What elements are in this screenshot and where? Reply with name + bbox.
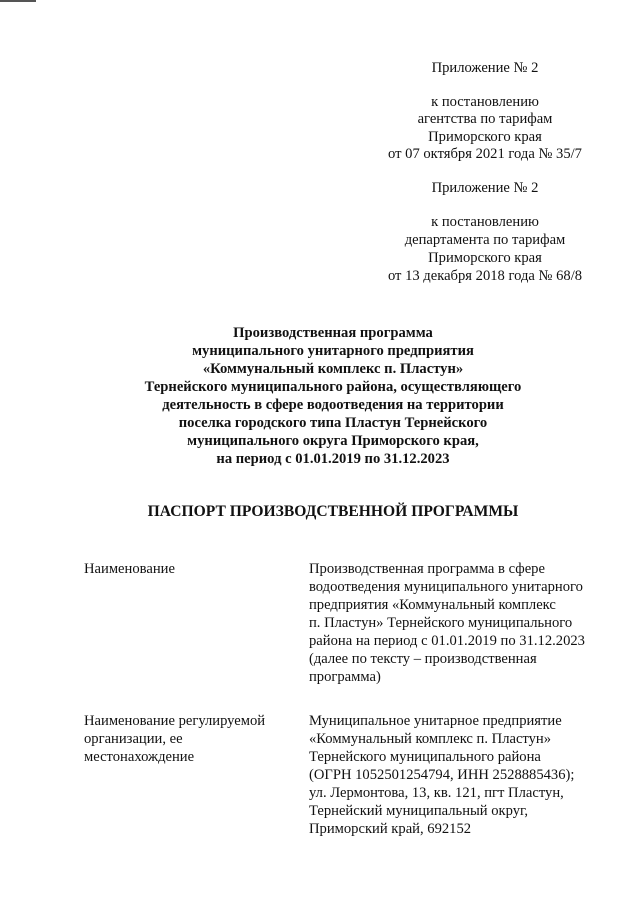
passport-value-line: Производственная программа в сфере xyxy=(309,561,545,577)
top-edge-mark xyxy=(0,0,36,2)
appendix-previous-line: от 13 декабря 2018 года № 68/8 xyxy=(387,268,583,284)
program-title-line: деятельность в сфере водоотведения на территории xyxy=(162,397,504,413)
passport-label: Наименование xyxy=(84,561,175,577)
appendix-current-line: от 07 октября 2021 года № 35/7 xyxy=(388,146,582,162)
program-title-line: на период с 01.01.2019 по 31.12.2023 xyxy=(216,451,450,467)
appendix-previous-line: к постановлению xyxy=(431,214,539,230)
passport-value-line: Приморский край, 692152 xyxy=(309,821,472,837)
program-title-line: Производственная программа xyxy=(233,325,433,341)
passport-value-line: ул. Лермонтова, 13, кв. 121, пгт Пластун, xyxy=(309,785,564,801)
passport-value-line: водоотведения муниципального унитарного xyxy=(309,579,583,595)
passport-value-line: (ОГРН 1052501254794, ИНН 2528885436); xyxy=(309,767,575,783)
passport-label: Наименование регулируемой xyxy=(84,713,266,729)
passport-value-line: предприятия «Коммунальный комплекс xyxy=(309,597,556,613)
appendix-previous-title: Приложение № 2 xyxy=(431,180,539,196)
appendix-current-line: к постановлению xyxy=(431,94,539,110)
passport-value-line: Тернейский муниципальный округ, xyxy=(309,803,529,819)
appendix-previous-line: Приморского края xyxy=(428,250,542,266)
program-title-line: «Коммунальный комплекс п. Пластун» xyxy=(202,361,464,377)
appendix-current-line: агентства по тарифам xyxy=(417,111,553,127)
passport-value-line: Муниципальное унитарное предприятие xyxy=(309,713,562,729)
passport-value-line: Тернейского муниципального района xyxy=(309,749,541,765)
passport-value-line: п. Пластун» Тернейского муниципального xyxy=(309,615,573,631)
passport-value-line: (далее по тексту – производственная xyxy=(309,651,537,667)
program-title-line: муниципального округа Приморского края, xyxy=(187,433,479,449)
passport-label: организации, ее xyxy=(84,731,183,747)
passport-value-line: программа) xyxy=(309,669,381,685)
appendix-current-line: Приморского края xyxy=(428,129,542,145)
program-title-line: муниципального унитарного предприятия xyxy=(192,343,474,359)
passport-value-line: «Коммунальный комплекс п. Пластун» xyxy=(309,731,552,747)
appendix-previous-line: департамента по тарифам xyxy=(404,232,566,248)
appendix-current-title: Приложение № 2 xyxy=(431,60,539,76)
program-title-line: поселка городского типа Пластун Тернейского xyxy=(178,415,488,431)
passport-label: местонахождение xyxy=(84,749,195,765)
passport-heading: ПАСПОРТ ПРОИЗВОДСТВЕННОЙ ПРОГРАММЫ xyxy=(147,503,519,520)
program-title-line: Тернейского муниципального района, осуществляющего xyxy=(144,379,522,395)
passport-value-line: района на период с 01.01.2019 по 31.12.2023 xyxy=(309,633,585,649)
